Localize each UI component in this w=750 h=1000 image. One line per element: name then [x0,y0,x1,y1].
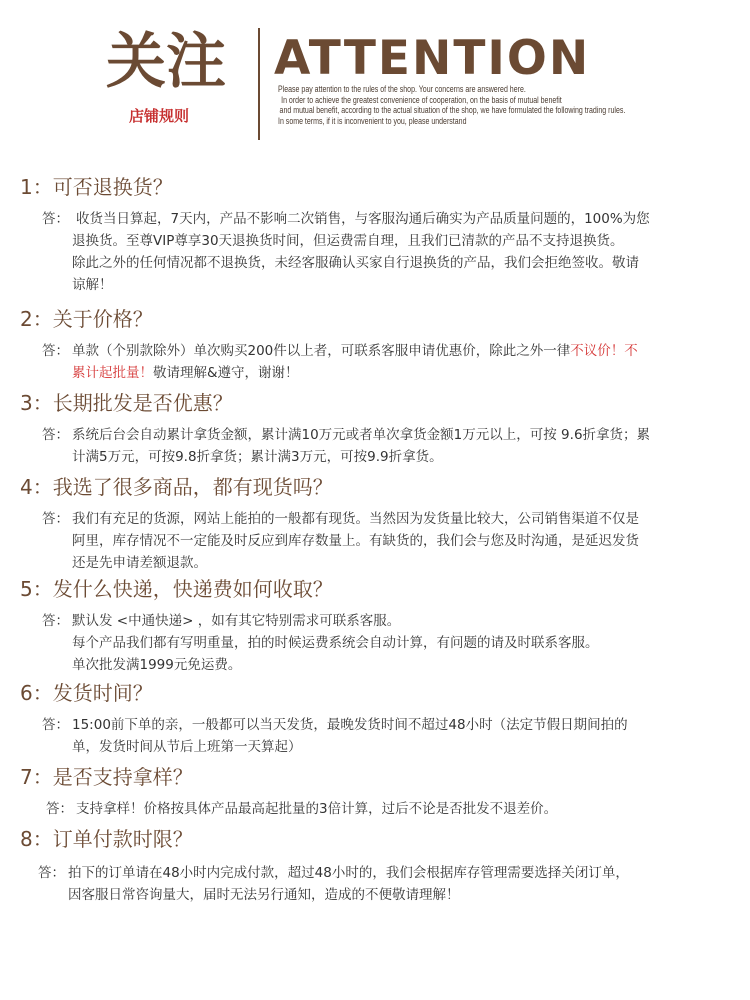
faq-question-1: 1：可否退换货？ [20,175,173,199]
answer-line: 15:00前下单的亲，一般都可以当天发货，最晚发货时间不超过48小时（法定节假日期间拍的 [72,717,628,733]
intro-line: Please pay attention to the rules of the shop. Your concerns are answered here. [278,84,526,94]
faq-answer-6 [42,714,742,760]
answer-highlight: 不议价！不 [570,343,638,359]
faq-answer-1 [42,208,742,298]
answer-line: 退换货。至尊VIP尊享30天退换货时间，但运费需自理，且我们已清款的产品不支持退换货。 [72,233,624,249]
intro-line: In some terms, if it is inconvenient to you, please understand [278,115,467,126]
answer-line: 每个产品我们都有写明重量，拍的时候运费系统会自动计算，有问题的请及时联系客服。 [72,635,599,651]
answer-label: 答： [42,511,69,527]
answer-line: 还是先申请差额退款。 [72,555,207,571]
answer-line: 支持拿样！价格按具体产品最高起批量的3倍计算，过后不论是否批发不退差价。 [76,801,558,817]
answer-line: 因客服日常咨询量大，届时无法另行通知，造成的不便敬请理解！ [68,887,460,903]
faq-question-3: 3：长期批发是否优惠？ [20,391,233,415]
answer-line: 我们有充足的货源，网站上能拍的一般都有现货。当然因为发货量比较大，公司销售渠道不仅是 [72,511,639,527]
faq-answer-4 [42,508,742,576]
faq-question-8: 8：订单付款时限？ [20,827,193,851]
answer-line: 单，发货时间从节后上班第一天算起） [72,739,302,755]
answer-line [72,362,299,384]
answer-line: 单次批发满1999元免运费。 [72,657,242,673]
answer-label: 答： [46,801,73,817]
answer-line [72,340,638,362]
faq-question-7: 7：是否支持拿样？ [20,765,193,789]
header [0,0,750,150]
faq-answer-3 [42,424,742,470]
answer-line: 拍下的订单请在48小时内完成付款，超过48小时的，我们会根据库存管理需要选择关闭订单， [68,865,629,881]
answer-line: 系统后台会自动累计拿货金额，累计满10万元或者单次拿货金额1万元以上，可按 9.6折拿货；累 [72,427,651,443]
answer-label: 答： [42,211,69,227]
title-cn: 关注 [106,27,226,97]
subtitle-cn: 店铺规则 [129,107,190,125]
intro-line: In order to achieve the greatest convenience of cooperation, on the basis of mutual benefit [281,94,562,105]
answer-line: 除此之外的任何情况都不退换货，未经客服确认买家自行退换货的产品，我们会拒绝签收。敬请 [72,255,639,271]
answer-text: 单款（个别款除外）单次购买200件以上者，可联系客服申请优惠价，除此之外一律 [72,343,571,359]
answer-line: 计满5万元，可按9.8折拿货；累计满3万元，可按9.9折拿货。 [72,449,443,465]
answer-text: 敬请理解&遵守，谢谢！ [153,365,299,381]
faq-answer-7 [46,798,746,822]
intro-text [278,84,738,126]
faq-answer-5 [42,610,742,678]
faq-answer-8 [38,862,738,908]
answer-line: 收货当日算起，7天内，产品不影响二次销售，与客服沟通后确实为产品质量问题的，100%为您 [76,211,650,227]
faq-question-2: 2：关于价格？ [20,307,153,331]
faq-question-4: 4：我选了很多商品，都有现货吗？ [20,475,333,499]
faq-answer-2 [42,340,742,386]
answer-line: 阿里，库存情况不一定能及时反应到库存数量上。有缺货的，我们会与您及时沟通，是延迟发货 [72,533,639,549]
title-en: ATTENTION [274,31,591,86]
answer-label: 答： [42,613,69,629]
answer-line: 默认发 <中通快递> ，如有其它特别需求可联系客服。 [72,613,401,629]
faq-question-6: 6：发货时间？ [20,681,153,705]
answer-label: 答： [38,865,65,881]
answer-label: 答： [42,343,69,359]
faq-question-5: 5：发什么快递，快递费如何收取？ [20,577,333,601]
answer-label: 答： [42,717,69,733]
answer-label: 答： [42,427,69,443]
header-divider [258,28,260,140]
answer-highlight: 累计起批量！ [72,365,153,381]
answer-line: 谅解！ [72,277,113,293]
intro-line: and mutual benefit, according to the actual situation of the shop, we have formulated the following trading rules. [279,105,626,115]
